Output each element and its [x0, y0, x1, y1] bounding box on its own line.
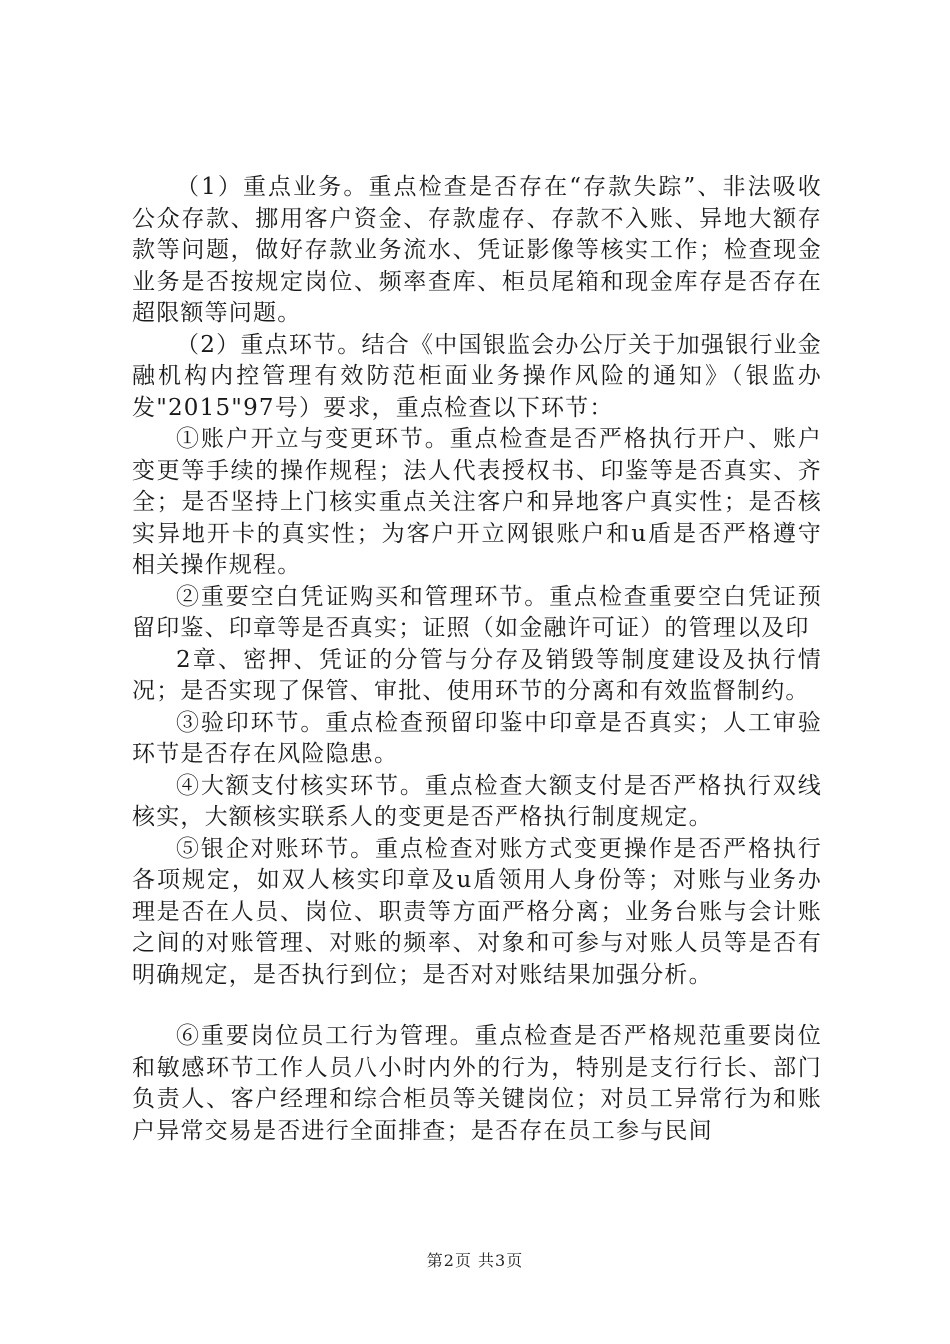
page-number: 第2页 共3页	[426, 1251, 524, 1270]
paragraph-seal-management: 2章、密押、凭证的分管与分存及销毁等制度建设及执行情况；是否实现了保管、审批、使用环节的分离和有效监督制约。	[132, 646, 822, 704]
paragraph-seal-verification: ③验印环节。重点检查预留印鉴中印章是否真实；人工审验环节是否存在风险隐患。	[132, 709, 822, 767]
paragraph-blank-vouchers: ②重要空白凭证购买和管理环节。重点检查重要空白凭证预留印鉴、印章等是否真实；证照（如金融许可证）的管理以及印	[132, 583, 822, 641]
paragraph-account-opening: ①账户开立与变更环节。重点检查是否严格执行开户、账户变更等手续的操作规程；法人代表授权书、印鉴等是否真实、齐全；是否坚持上门核实重点关注客户和异地客户真实性；是否核实异地开卡的真实性；为客户开立网银账户和u盾是否严格遵守相关操作规程。	[132, 426, 822, 578]
document-body	[132, 172, 822, 1147]
paragraph-large-payment: ④大额支付核实环节。重点检查大额支付是否严格执行双线核实，大额核实联系人的变更是否严格执行制度规定。	[132, 772, 822, 830]
paragraph-key-business: （1）重点业务。重点检查是否存在“存款失踪”、非法吸收公众存款、挪用客户资金、存款虚存、存款不入账、异地大额存款等问题，做好存款业务流水、凭证影像等核实工作；检查现金业务是否按规定岗位、频率查库、柜员尾箱和现金库存是否存在超限额等问题。	[132, 174, 822, 326]
paragraph-reconciliation: ⑤银企对账环节。重点检查对账方式变更操作是否严格执行各项规定，如双人核实印章及u盾领用人身份等；对账与业务办理是否在人员、岗位、职责等方面严格分离；业务台账与会计账之间的对账管理、对账的频率、对象和可参与对账人员等是否有明确规定，是否执行到位；是否对对账结果加强分析。	[132, 835, 822, 988]
paragraph-key-links: （2）重点环节。结合《中国银监会办公厅关于加强银行业金融机构内控管理有效防范柜面业务操作风险的通知》（银监办发"2015"97号）要求，重点检查以下环节：	[132, 331, 822, 421]
paragraph-staff-conduct: ⑥重要岗位员工行为管理。重点检查是否严格规范重要岗位和敏感环节工作人员八小时内外的行为，特别是支行行长、部门负责人、客户经理和综合柜员等关键岗位；对员工异常行为和账户异常交易是否进行全面排查；是否存在员工参与民间	[132, 1023, 822, 1144]
